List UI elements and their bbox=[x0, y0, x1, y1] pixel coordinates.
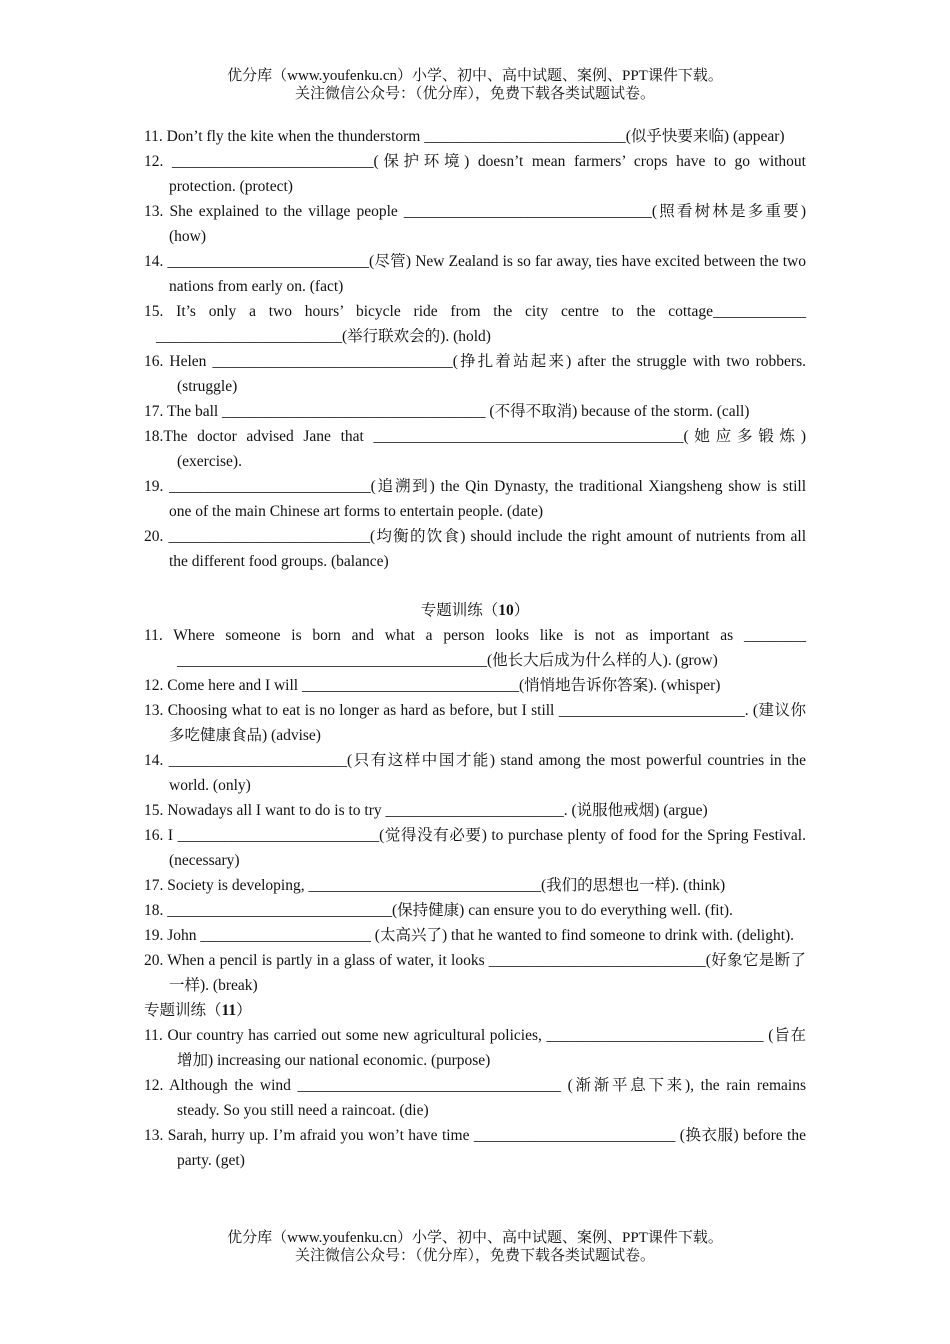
exercise-item-10-18: 18. _____________________________(保持健康) can ensure you to do everything well. (fit). bbox=[144, 902, 733, 919]
section-title-10-number: 10 bbox=[498, 602, 514, 619]
exercise-item-9-19: 19. __________________________(追溯到) the Qin Dynasty, the traditional Xiangsheng show is still one of the main Chinese art forms to entertain people. (date) bbox=[144, 478, 806, 520]
exercise-item-9-17: 17. The ball __________________________________ (不得不取消) because of the storm. (call) bbox=[144, 403, 750, 420]
page-footer bbox=[0, 1229, 950, 1265]
header-line-1: 优分库（www.youfenku.cn）小学、初中、高中试题、案例、PPT课件下载。 bbox=[227, 68, 723, 84]
exercise-item-9-14: 14. __________________________(尽管) New Zealand is so far away, ties have excited between the two nations from early on. (fact) bbox=[144, 253, 806, 295]
exercise-item-11-12: 12. Although the wind __________________________________ (渐渐平息下来), the rain remains steady. So you still need a raincoat. (die) bbox=[144, 1077, 806, 1119]
exercise-item-10-19: 19. John ______________________ (太高兴了) that he wanted to find someone to drink with. (delight). bbox=[144, 927, 795, 944]
exercise-item-9-18: 18.The doctor advised Jane that ________________________________________(她应多锻炼) (exercise). bbox=[144, 428, 806, 470]
exercise-item-10-15: 15. Nowadays all I want to do is to try _______________________. (说服他戒烟) (argue) bbox=[144, 802, 708, 819]
page-header bbox=[0, 67, 950, 103]
exercise-item-10-17: 17. Society is developing, ______________________________(我们的思想也一样). (think) bbox=[144, 877, 726, 894]
footer-line-1: 优分库（www.youfenku.cn）小学、初中、高中试题、案例、PPT课件下载。 bbox=[227, 1230, 723, 1246]
exercise-item-10-12: 12. Come here and I will ____________________________(悄悄地告诉你答案). (whisper) bbox=[144, 677, 721, 694]
exercise-item-9-12: 12. __________________________(保护环境) doesn’t mean farmers’ crops have to go without protection. (protect) bbox=[144, 153, 806, 195]
header-line-2: 关注微信公众号：（优分库），免费下载各类试题试卷。 bbox=[294, 86, 655, 102]
exercise-item-9-20: 20. __________________________(均衡的饮食) should include the right amount of nutrients from all the different food groups. (balance) bbox=[144, 528, 806, 570]
section-title-11 bbox=[144, 998, 806, 1023]
section-title-11-prefix: 专题训练（ bbox=[144, 1002, 222, 1019]
exercise-content bbox=[144, 124, 806, 1173]
exercise-item-9-13: 13. She explained to the village people ________________________________(照看树林是多重要)(how) bbox=[144, 203, 806, 245]
section-title-10-suffix: ） bbox=[513, 602, 530, 619]
exercise-item-11-11: 11. Our country has carried out some new agricultural policies, ____________________________ (旨在增加) increasing our national economic. (purpose) bbox=[144, 1027, 806, 1069]
exercise-item-10-11: 11. Where someone is born and what a person looks like is not as important as ________ ________________________________________(他长大后成为什么样的人). (grow) bbox=[144, 627, 806, 669]
exercise-item-11-13: 13. Sarah, hurry up. I’m afraid you won’t have time __________________________ (换衣服) before the party. (get) bbox=[144, 1127, 806, 1169]
section-title-10-prefix: 专题训练（ bbox=[420, 602, 499, 619]
exercise-item-9-16: 16. Helen _______________________________(挣扎着站起来) after the struggle with two robbers. (struggle) bbox=[144, 353, 806, 395]
exercise-item-10-16: 16. I __________________________(觉得没有必要) to purchase plenty of food for the Spring Festival. (necessary) bbox=[144, 827, 806, 869]
footer-line-2: 关注微信公众号：（优分库），免费下载各类试题试卷。 bbox=[294, 1248, 655, 1264]
section-title-11-number: 11 bbox=[221, 1002, 237, 1019]
exercise-item-9-11: 11. Don’t fly the kite when the thunderstorm __________________________(似乎快要来临) (appear) bbox=[144, 128, 785, 145]
exercise-item-10-14: 14. _______________________(只有这样中国才能) stand among the most powerful countries in the world. (only) bbox=[144, 752, 806, 794]
section-title-11-suffix: ） bbox=[236, 1002, 252, 1019]
exercise-item-9-15: 15. It’s only a two hours’ bicycle ride from the city centre to the cottage____________ ________________________(举行联欢会的). (hold) bbox=[144, 303, 806, 345]
section-title-10 bbox=[144, 598, 806, 623]
exercise-item-10-13: 13. Choosing what to eat is no longer as hard as before, but I still ________________________. (建议你多吃健康食品) (advise) bbox=[144, 702, 806, 744]
exercise-item-10-20: 20. When a pencil is partly in a glass of water, it looks ____________________________(好象它是断了一样). (break) bbox=[144, 952, 806, 994]
